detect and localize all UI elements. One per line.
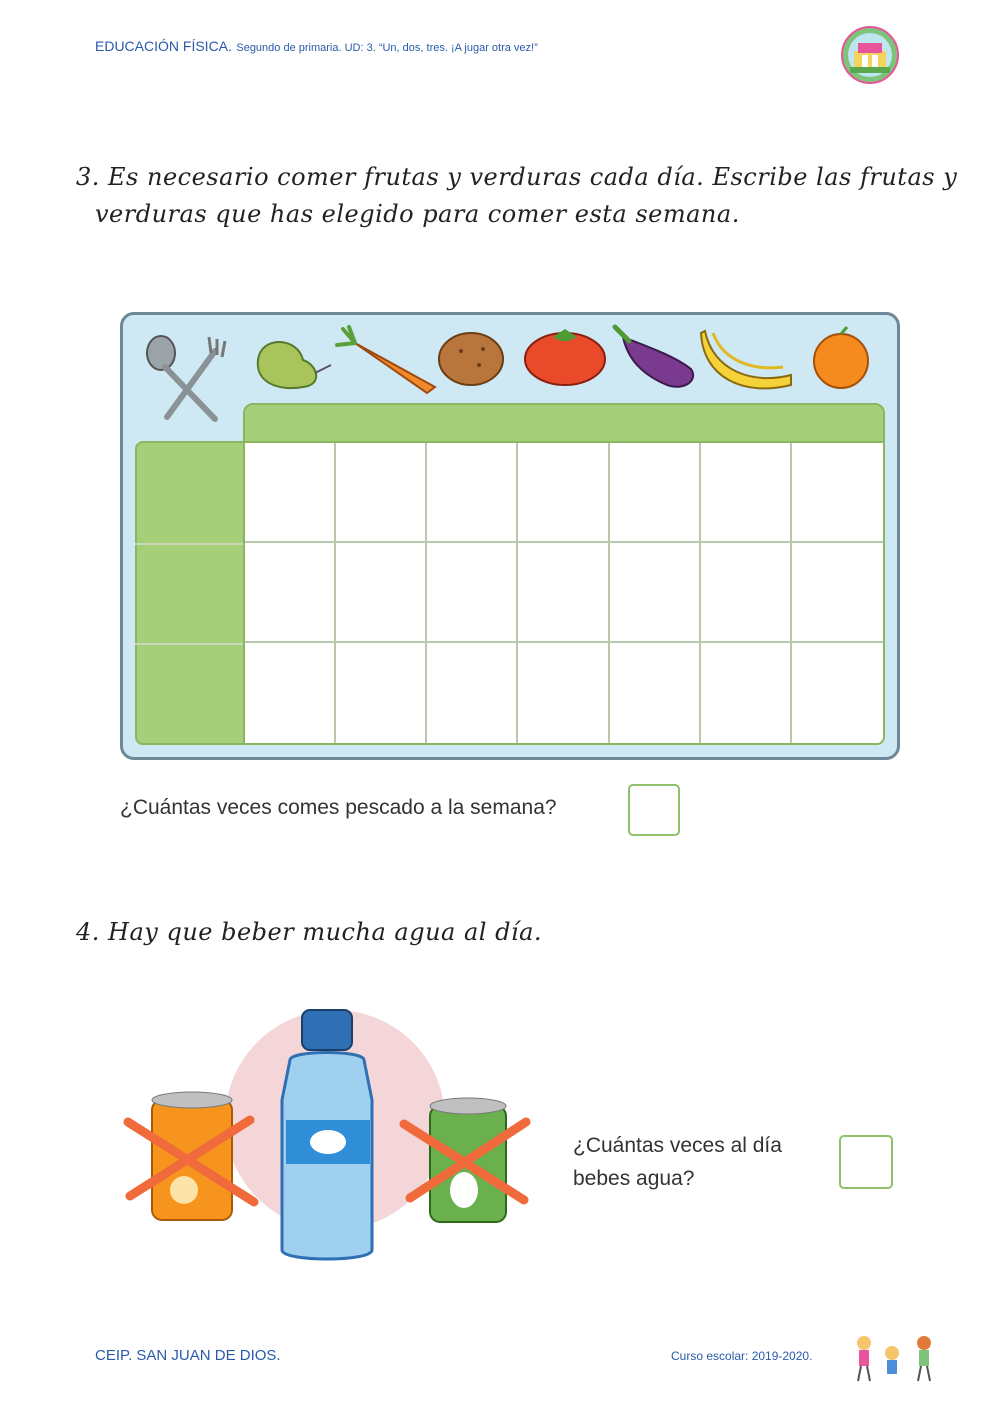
- grid-cell[interactable]: [610, 643, 701, 743]
- grid-cell[interactable]: [610, 443, 701, 543]
- grid-cell[interactable]: [336, 443, 427, 543]
- grid-row-header-column: [135, 441, 245, 745]
- grid-header-strip: [243, 403, 885, 445]
- grid-cell[interactable]: [427, 643, 518, 743]
- eggplant-icon: [615, 327, 693, 387]
- grid-cell[interactable]: [427, 543, 518, 643]
- food-grid-panel: [120, 312, 900, 760]
- grid-cell[interactable]: [518, 643, 609, 743]
- exercise-3-instruction-line1: 3. Es necesario comer frutas y verduras cada día. Escribe las frutas y: [76, 163, 958, 191]
- water-question-line1: ¿Cuántas veces al día: [573, 1134, 782, 1157]
- water-question-line2: bebes agua?: [573, 1167, 695, 1190]
- grid-cell[interactable]: [336, 543, 427, 643]
- exercise-4-instruction: 4. Hay que beber mucha agua al día.: [76, 918, 543, 946]
- potato-icon: [439, 333, 503, 385]
- carrot-icon: [337, 327, 435, 393]
- cutlery-icon: [147, 336, 225, 419]
- food-grid: [243, 441, 885, 745]
- grid-cell[interactable]: [336, 643, 427, 743]
- pear-icon: [258, 342, 331, 388]
- water-answer-box[interactable]: [839, 1135, 893, 1189]
- water-illustration: [120, 1000, 540, 1270]
- fish-question: ¿Cuántas veces comes pescado a la semana?: [120, 796, 557, 819]
- header-subject: EDUCACIÓN FÍSICA.: [95, 38, 232, 54]
- grid-cell[interactable]: [792, 443, 883, 543]
- tomato-icon: [525, 329, 605, 385]
- school-logo-icon: [840, 25, 900, 85]
- fish-answer-box[interactable]: [628, 784, 680, 836]
- header-detail: Segundo de primaria. UD: 3. “Un, dos, tres. ¡A jugar otra vez!”: [236, 42, 538, 54]
- grid-cell[interactable]: [701, 543, 792, 643]
- footer-school: CEIP. SAN JUAN DE DIOS.: [95, 1347, 281, 1364]
- grid-cell[interactable]: [245, 543, 336, 643]
- grid-cell[interactable]: [518, 543, 609, 643]
- grid-cell[interactable]: [427, 443, 518, 543]
- grid-cell[interactable]: [792, 543, 883, 643]
- grid-cell[interactable]: [245, 443, 336, 543]
- orange-icon: [814, 327, 868, 388]
- grid-cell[interactable]: [701, 643, 792, 743]
- page-header: [95, 38, 538, 56]
- children-playing-icon: [850, 1333, 940, 1385]
- grid-cell[interactable]: [245, 643, 336, 743]
- grid-cell[interactable]: [792, 643, 883, 743]
- banana-icon: [701, 331, 791, 388]
- grid-cell[interactable]: [701, 443, 792, 543]
- grid-cell[interactable]: [610, 543, 701, 643]
- exercise-3-instruction-line2: verduras que has elegido para comer esta semana.: [95, 200, 740, 228]
- grid-cell[interactable]: [518, 443, 609, 543]
- footer-year: Curso escolar: 2019-2020.: [671, 1349, 813, 1363]
